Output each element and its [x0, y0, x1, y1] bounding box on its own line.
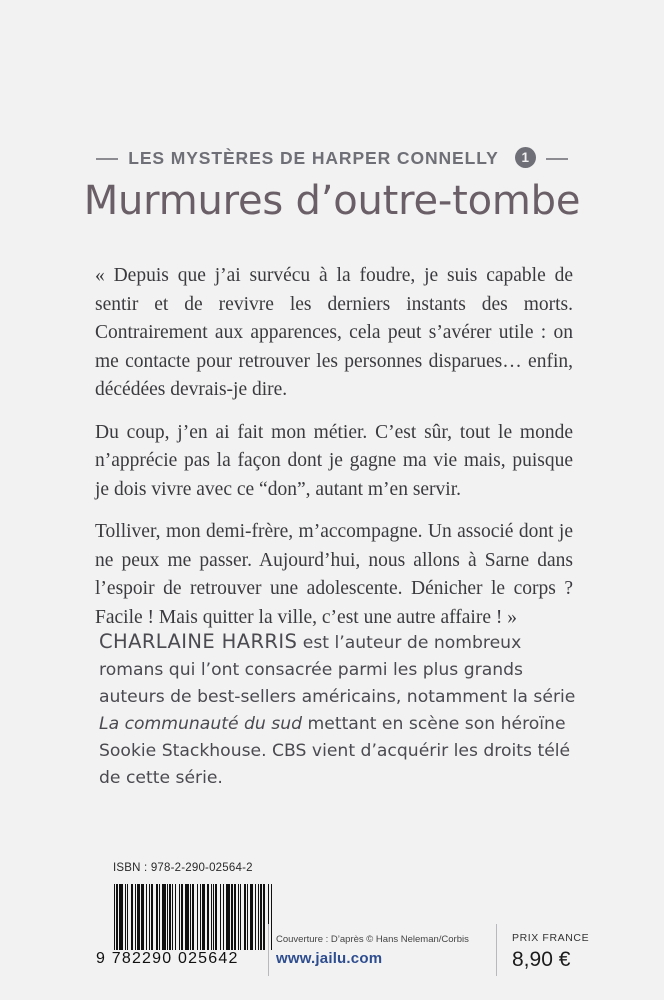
series-header — [0, 148, 664, 169]
series-rule-right — [546, 158, 568, 160]
barcode — [96, 884, 276, 972]
quote-paragraph: « Depuis que j’ai survécu à la foudre, je suis capable de sentir et de revivre les derniers instants des morts. Contrairement aux apparences, cela peut s’avérer utile : on me contacte pour retrouver les personnes disparues… enfin, décédées devrais-je dire. — [95, 265, 573, 400]
author-bio — [99, 628, 577, 792]
quote-paragraph: Tolliver, mon demi-frère, m’accompagne. Un associé dont je ne peux me passer. Aujourd’hui, nous allons à Sarne dans l’espoir de retrouver une adolescente. Dénicher le corps ? Facile ! Mais quitter la ville, c’est une autre affaire ! » — [95, 521, 573, 628]
isbn-text: ISBN : 978-2-290-02564-2 — [113, 862, 253, 874]
footer-divider-left — [268, 924, 269, 976]
author-series-title: La communauté du sud — [99, 714, 303, 734]
footer-divider-right — [496, 924, 497, 976]
author-name: CHARLAINE HARRIS — [99, 630, 298, 653]
page-title: Murmures d’outre-tombe — [83, 178, 581, 224]
price-value: 8,90 € — [512, 948, 571, 971]
quote-paragraph: Du coup, j’en ai fait mon métier. C’est sûr, tout le monde n’apprécie pas la façon dont je gagne ma vie mais, puisque je dois vivre avec ce “don”, autant m’en servir. — [95, 421, 573, 500]
price-label: PRIX FRANCE — [512, 932, 590, 944]
barcode-digits: 9 782290 025642 — [96, 950, 239, 967]
quote-block — [95, 262, 573, 632]
website-link[interactable]: www.jailu.com — [276, 950, 383, 967]
cover-credit: Couverture : D’après © Hans Neleman/Corbis — [276, 934, 469, 945]
series-number-badge: 1 — [515, 147, 536, 168]
series-rule-left — [96, 158, 118, 160]
author-bio-text-1: est l’auteur de nombreux romans qui l’ont consacrée parmi les plus grands auteurs de best-sellers américains, notamment la série — [99, 633, 576, 707]
barcode-bars — [114, 884, 272, 950]
author-bio-text-2: mettant en scène son héroïne Sookie Stackhouse. CBS vient d’acquérir les droits télé de cette série. — [99, 714, 571, 788]
series-label: LES MYSTÈRES DE HARPER CONNELLY — [128, 148, 499, 168]
